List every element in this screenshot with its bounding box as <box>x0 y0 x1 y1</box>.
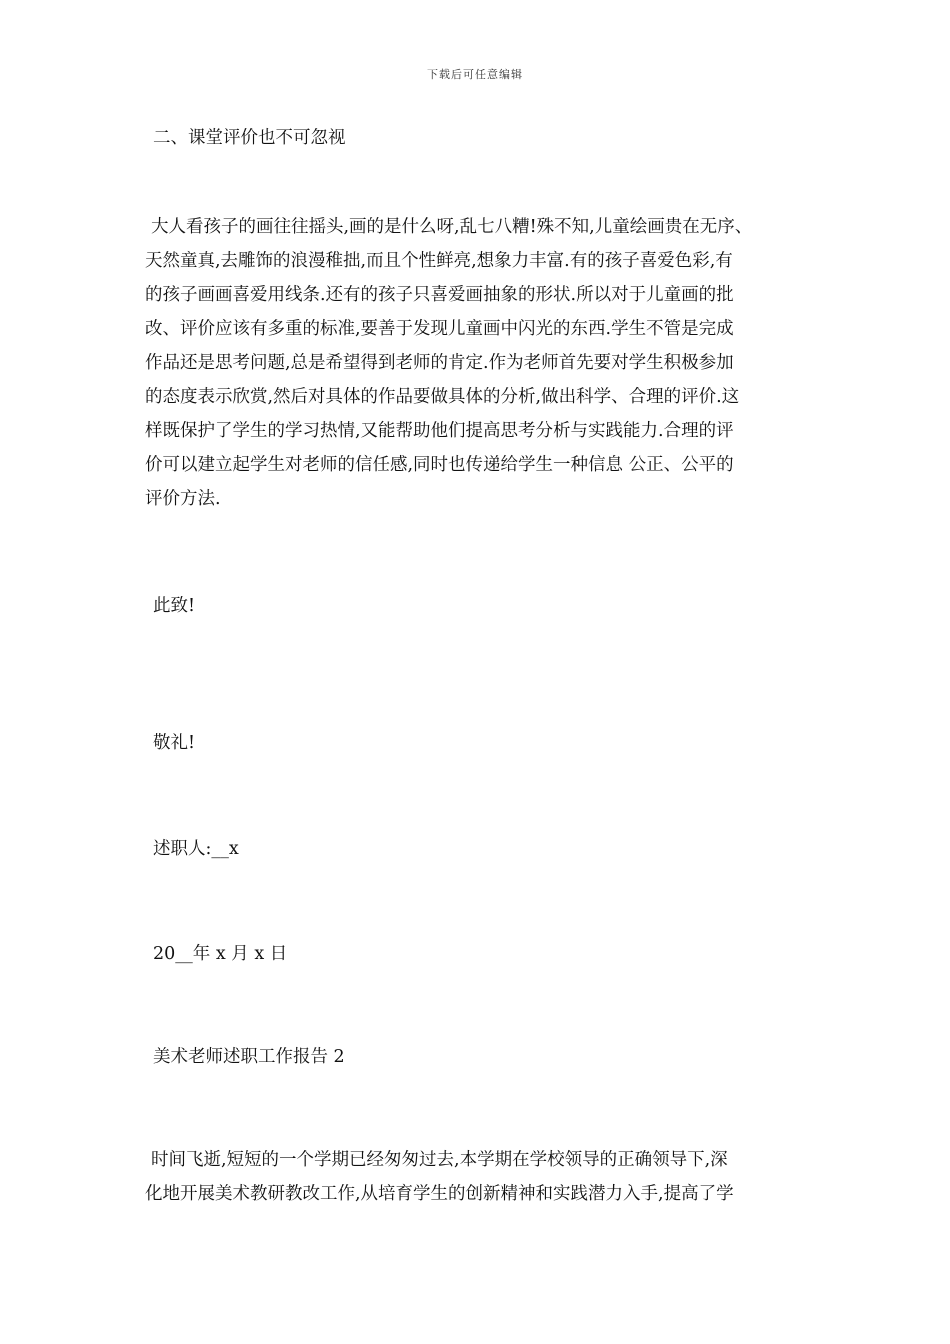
page-header-note: 下载后可任意编辑 <box>427 68 523 81</box>
paragraph-line: 天然童真,去雕饰的浪漫稚拙,而且个性鲜亮,想象力丰富.有的孩子喜爱色彩,有 <box>145 251 733 271</box>
closing-respect: 敬礼! <box>153 733 196 753</box>
paragraph-line: 改、评价应该有多重的标准,要善于发现儿童画中闪光的东西.学生不管是完成 <box>145 319 734 339</box>
paragraph-line: 的孩子画画喜爱用线条.还有的孩子只喜爱画抽象的形状.所以对于儿童画的批 <box>145 285 734 305</box>
closing-salutation: 此致! <box>153 596 196 616</box>
paragraph-report-intro <box>145 1143 815 1211</box>
signature-line: 述职人:__x <box>153 839 239 859</box>
paragraph-line: 化地开展美术教研教改工作,从培育学生的创新精神和实践潜力入手,提高了学 <box>145 1184 734 1204</box>
paragraph-line: 作品还是思考问题,总是希望得到老师的肯定.作为老师首先要对学生积极参加 <box>145 353 734 373</box>
paragraph-line: 价可以建立起学生对老师的信任感,同时也传递给学生一种信息 公正、公平的 <box>145 455 734 475</box>
paragraph-line: 大人看孩子的画往往摇头,画的是什么呀,乱七八糟!殊不知,儿童绘画贵在无序、 <box>151 217 753 237</box>
report-title: 美术老师述职工作报告 2 <box>153 1047 345 1067</box>
paragraph-line: 的态度表示欣赏,然后对具体的作品要做具体的分析,做出科学、合理的评价.这 <box>145 387 740 407</box>
paragraph-evaluation <box>145 210 815 516</box>
paragraph-line: 评价方法. <box>145 489 221 509</box>
paragraph-line: 样既保护了学生的学习热情,又能帮助他们提高思考分析与实践能力.合理的评 <box>145 421 734 441</box>
paragraph-line: 时间飞逝,短短的一个学期已经匆匆过去,本学期在学校领导的正确领导下,深 <box>151 1150 728 1170</box>
date-line: 20__年 x 月 x 日 <box>153 944 288 964</box>
section-heading: 二、课堂评价也不可忽视 <box>153 128 346 148</box>
